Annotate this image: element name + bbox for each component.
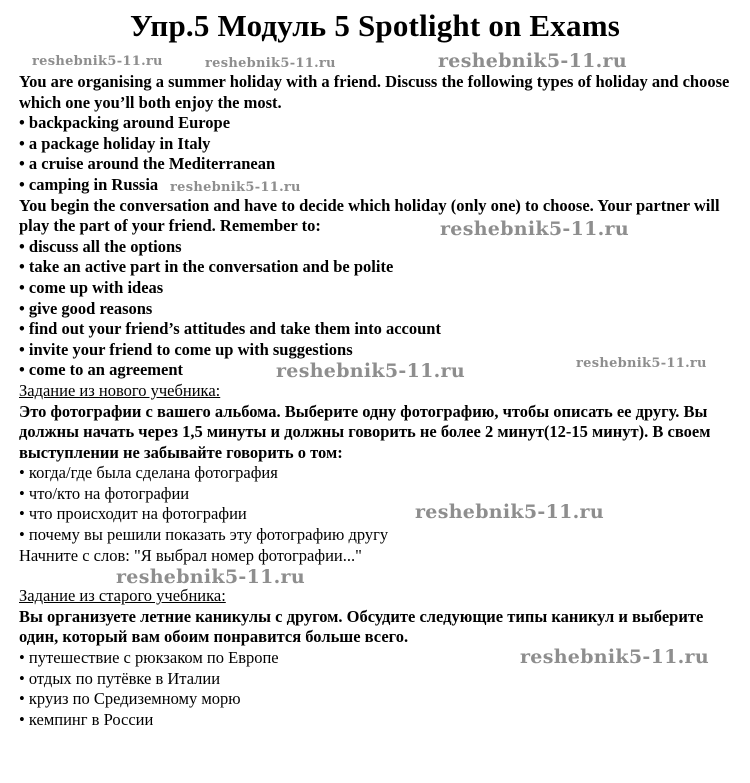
- holiday-options-list: [19, 113, 734, 195]
- watermark-text: reshebnik5-11.ru: [520, 646, 709, 668]
- list-item: • take an active part in the conversation and be polite: [19, 257, 394, 277]
- list-item: • backpacking around Europe: [19, 113, 231, 133]
- new-book-task: Это фотографии с вашего альбома. Выберите одну фотографию, чтобы описать ее другу. Вы должны начать через 1,5 минуты и должны говорить не более 2 минут(12-15 минут). В своем выступлении не забывайте говорить о том:: [19, 401, 711, 462]
- list-item: • come to an agreement: [19, 360, 184, 380]
- new-book-points: [19, 463, 734, 545]
- list-item: • come up with ideas: [19, 277, 164, 297]
- list-item: • invite your friend to come up with suggestions: [19, 339, 353, 359]
- list-item: • отдых по путёвке в Италии: [19, 668, 221, 688]
- list-item: • camping in Russia: [19, 174, 159, 194]
- watermark-text: reshebnik5-11.ru: [205, 56, 336, 71]
- list-item: • путешествие с рюкзаком по Европе: [19, 648, 279, 668]
- old-book-heading: Задание из старого учебника:: [19, 586, 226, 606]
- list-item: • кемпинг в России: [19, 709, 154, 729]
- list-item: • a cruise around the Mediterranean: [19, 154, 276, 174]
- start-phrase: Начните с слов: "Я выбрал номер фотографии...": [19, 545, 362, 565]
- old-book-task: Вы организуете летние каникулы с другом. Обсудите следующие типы каникул и выберите один, который вам обоим понравится больше всего.: [19, 606, 704, 647]
- exercise-content: [19, 71, 734, 730]
- list-item: • почему вы решили показать эту фотографию другу: [19, 525, 389, 545]
- watermark-text: reshebnik5-11.ru: [170, 180, 301, 195]
- watermark-text: reshebnik5-11.ru: [438, 50, 627, 72]
- list-item: • когда/где была сделана фотография: [19, 463, 278, 483]
- watermark-text: reshebnik5-11.ru: [276, 360, 465, 382]
- list-item: • что происходит на фотографии: [19, 504, 247, 524]
- watermark-text: reshebnik5-11.ru: [415, 501, 604, 523]
- watermark-text: reshebnik5-11.ru: [440, 218, 629, 240]
- list-item: • a package holiday in Italy: [19, 133, 211, 153]
- watermark-text: reshebnik5-11.ru: [576, 356, 707, 371]
- list-item: • find out your friend’s attitudes and take them into account: [19, 319, 441, 339]
- new-book-heading: Задание из нового учебника:: [19, 380, 221, 400]
- list-item: • круиз по Средиземному морю: [19, 689, 241, 709]
- watermark-text: reshebnik5-11.ru: [32, 54, 163, 69]
- task-intro: You are organising a summer holiday with a friend. Discuss the following types of holiday and choose which one you’ll both enjoy the most.: [19, 72, 730, 112]
- watermark-text: reshebnik5-11.ru: [116, 566, 305, 588]
- instructions: You begin the conversation and have to decide which holiday (only one) to choose. Your partner will play the part of your friend. Remember to:: [19, 195, 720, 236]
- list-item: • give good reasons: [19, 298, 153, 318]
- page-title: Упр.5 Модуль 5 Spotlight on Exams: [130, 8, 620, 43]
- list-item: • discuss all the options: [19, 236, 182, 256]
- list-item: • что/кто на фотографии: [19, 483, 190, 503]
